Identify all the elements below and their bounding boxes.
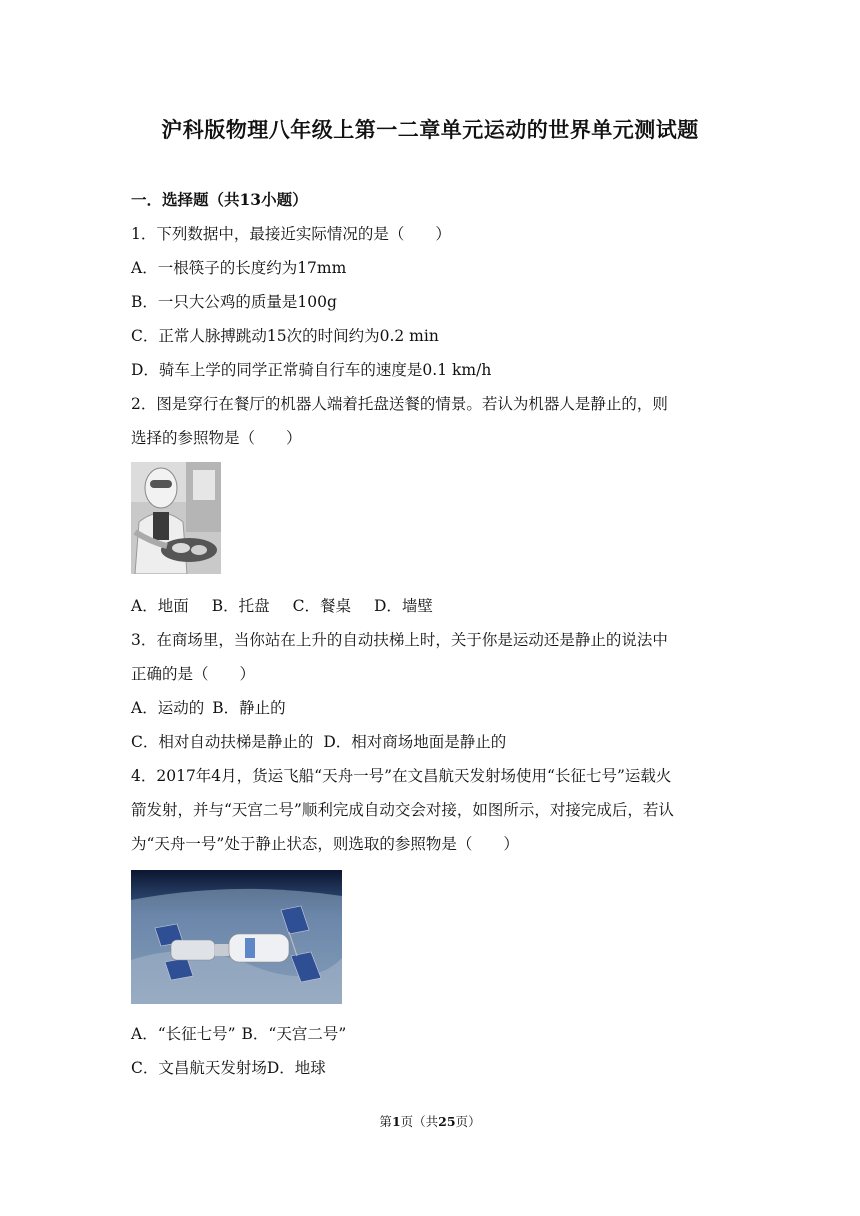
q4-stem-line1: 4．2017年4月，货运飞船“天舟一号”在文昌航天发射场使用“长征七号”运载火 bbox=[131, 767, 672, 785]
q3-option-a: A．运动的 bbox=[131, 699, 205, 717]
q3-option-d: D．相对商场地面是静止的 bbox=[323, 733, 507, 751]
space-docking-illustration bbox=[131, 870, 342, 1004]
q1-option-b: B．一只大公鸡的质量是100g bbox=[131, 293, 337, 311]
page-title: 沪科版物理八年级上第一二章单元运动的世界单元测试题 bbox=[161, 117, 699, 142]
q4-stem-line3: 为“天舟一号”处于静止状态，则选取的参照物是（ ） bbox=[131, 835, 519, 853]
q4-options-row-1 bbox=[131, 1024, 346, 1044]
footer-prefix: 第 bbox=[379, 1114, 392, 1129]
footer-total-pages: 25 bbox=[438, 1114, 456, 1129]
q2-stem-line1: 2．图是穿行在餐厅的机器人端着托盘送餐的情景。若认为机器人是静止的，则 bbox=[131, 395, 668, 413]
q2-stem-line2: 选择的参照物是（ ） bbox=[131, 429, 302, 447]
q3-stem-line1: 3．在商场里，当你站在上升的自动扶梯上时，关于你是运动还是静止的说法中 bbox=[131, 631, 668, 649]
q1-option-a: A．一根筷子的长度约为17mm bbox=[131, 259, 347, 277]
q1-stem: 1．下列数据中，最接近实际情况的是（ ） bbox=[131, 225, 451, 243]
q4-option-a: A．“长征七号” bbox=[131, 1025, 236, 1043]
q1-option-c: C．正常人脉搏跳动15次的时间约为0.2 min bbox=[131, 327, 439, 345]
q3-option-c: C．相对自动扶梯是静止的 bbox=[131, 733, 314, 751]
q4-option-d: D．地球 bbox=[266, 1059, 326, 1077]
q1-option-d: D．骑车上学的同学正常骑自行车的速度是0.1 km/h bbox=[131, 361, 492, 379]
q2-options-row bbox=[131, 596, 433, 616]
robot-waiter-image bbox=[131, 462, 221, 574]
q3-options-row-2 bbox=[131, 732, 506, 752]
q2-option-d: D．墙壁 bbox=[373, 597, 433, 615]
section-heading: 一．选择题（共13小题） bbox=[131, 190, 308, 209]
q2-option-a: A．地面 bbox=[131, 597, 189, 615]
page-footer bbox=[0, 1112, 860, 1130]
robot-waiter-illustration bbox=[131, 462, 221, 574]
q4-options-row-2 bbox=[131, 1058, 326, 1078]
q3-option-b: B．静止的 bbox=[212, 699, 286, 717]
q2-option-c: C．餐桌 bbox=[292, 597, 351, 615]
footer-mid: 页（共 bbox=[400, 1114, 439, 1129]
q4-option-b: B．“天宫二号” bbox=[241, 1025, 347, 1043]
q3-stem-line2: 正确的是（ ） bbox=[131, 665, 256, 683]
q4-option-c: C．文昌航天发射场 bbox=[131, 1059, 267, 1077]
q2-option-b: B．托盘 bbox=[211, 597, 270, 615]
footer-suffix: 页） bbox=[455, 1114, 481, 1129]
q3-options-row-1 bbox=[131, 698, 286, 718]
q4-stem-line2: 箭发射，并与“天宫二号”顺利完成自动交会对接，如图所示，对接完成后，若认 bbox=[131, 801, 674, 819]
footer-page-number: 1 bbox=[391, 1114, 401, 1129]
space-docking-image bbox=[131, 870, 342, 1004]
